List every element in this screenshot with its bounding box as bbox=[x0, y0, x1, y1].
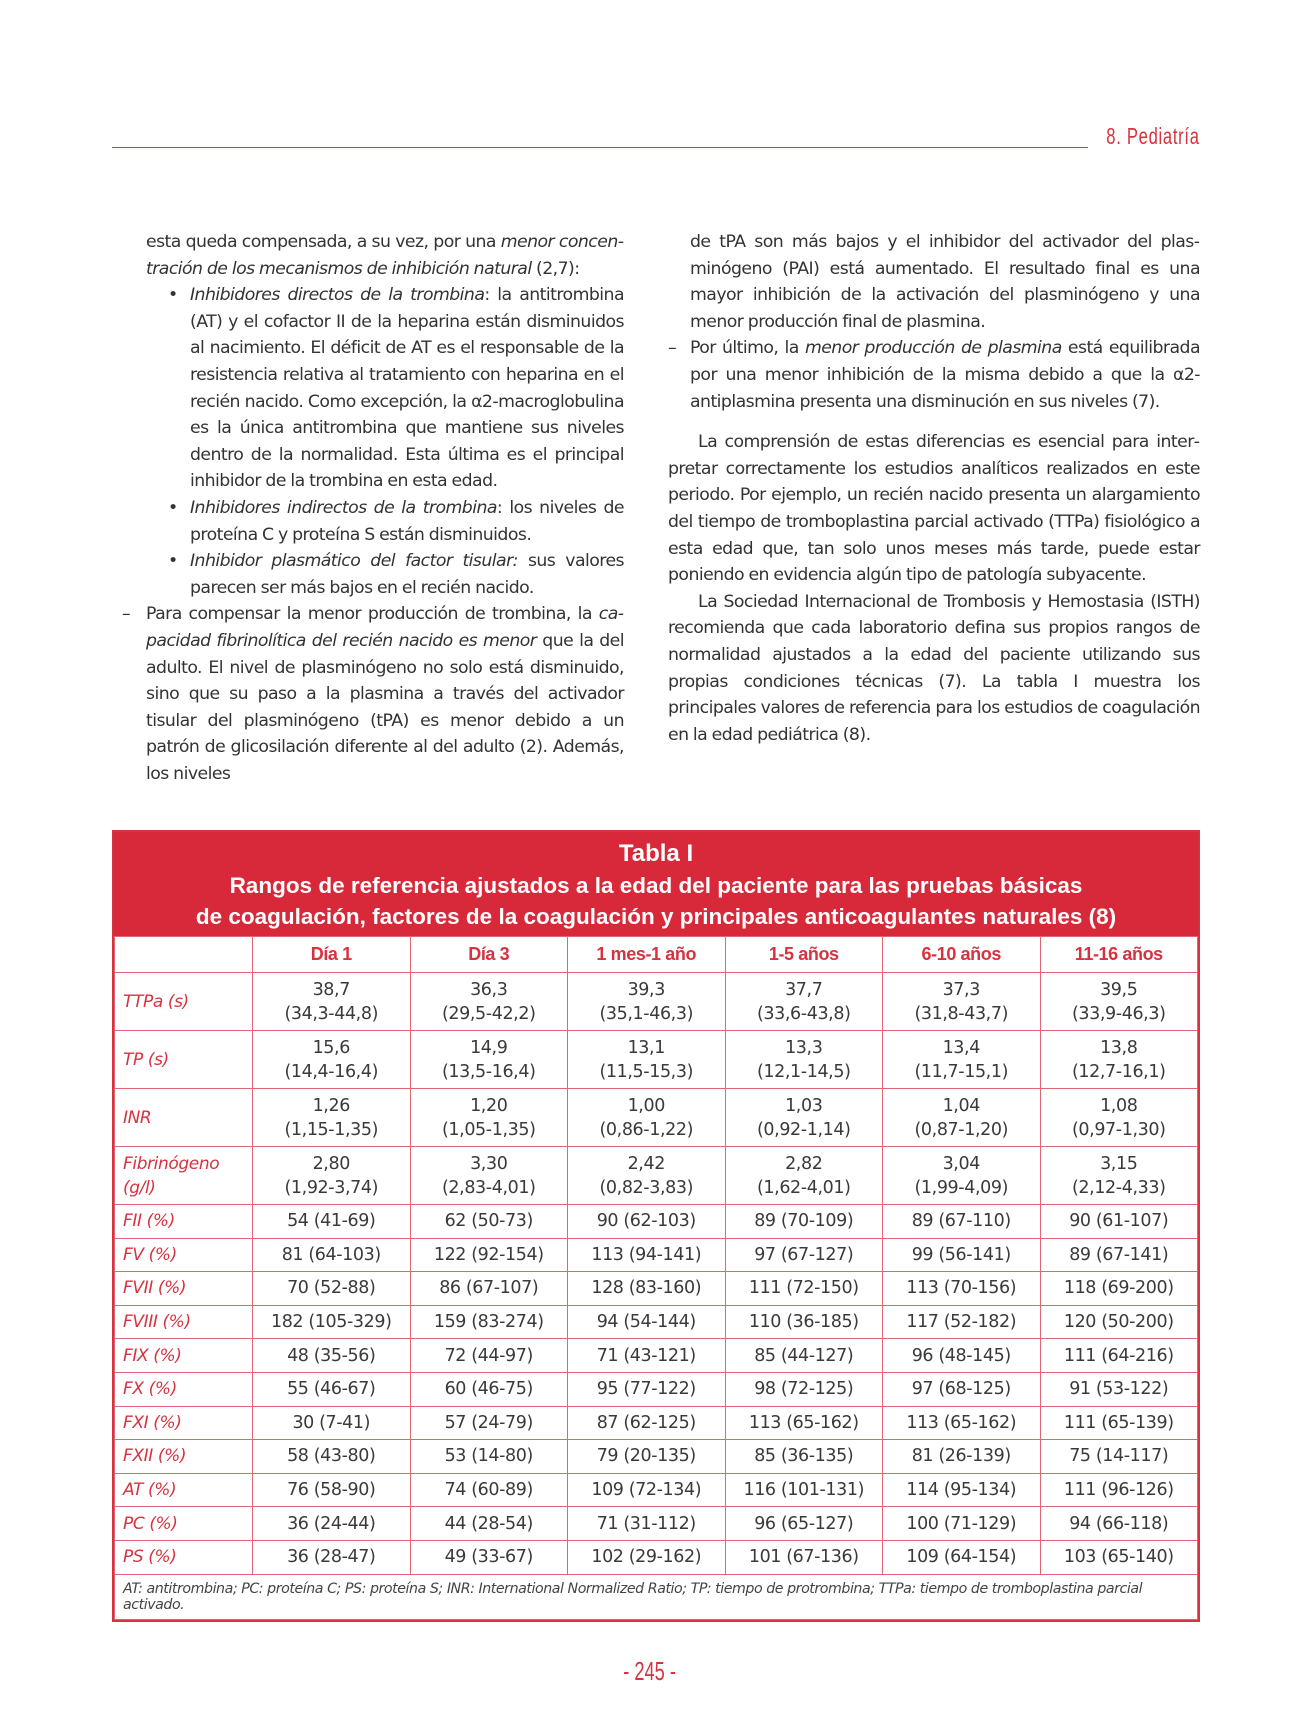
table-cell: 96 (65-127) bbox=[725, 1507, 883, 1541]
row-label: INR bbox=[115, 1089, 253, 1147]
table-cell bbox=[883, 1031, 1041, 1089]
table-cell: 30 (7-41) bbox=[253, 1406, 411, 1440]
table-header-row bbox=[115, 937, 1198, 973]
text: esta queda compensada, a su vez, por una bbox=[146, 232, 501, 252]
range-value: (1,05-1,35) bbox=[442, 1119, 536, 1140]
table-cell: 49 (33-67) bbox=[410, 1540, 568, 1574]
header-rule bbox=[112, 147, 1088, 148]
table-row bbox=[115, 973, 1198, 1031]
range-value: (2,83-4,01) bbox=[442, 1177, 536, 1198]
table-cell: 120 (50-200) bbox=[1040, 1305, 1198, 1339]
table-cell: 36 (24-44) bbox=[253, 1507, 411, 1541]
mean-value: 1,03 bbox=[785, 1095, 823, 1116]
table-cell: 76 (58-90) bbox=[253, 1473, 411, 1507]
range-value: (35,1-46,3) bbox=[599, 1003, 693, 1024]
row-label: FV (%) bbox=[115, 1238, 253, 1272]
text: sus valores parecen ser más bajos en el recién nacido. bbox=[190, 551, 624, 598]
mean-value: 2,42 bbox=[627, 1153, 665, 1174]
table-cell: 100 (71-129) bbox=[883, 1507, 1041, 1541]
range-value: (0,82-3,83) bbox=[599, 1177, 693, 1198]
page-number-text: - 245 - bbox=[623, 1656, 677, 1686]
body-paragraph: La comprensión de estas diferencias es esencial para interpretar correctamente los estudios analíticos realizados en este periodo. Por ejemplo, un recién nacido presenta un alargamiento del tiempo de tromboplastina parcial activado (TTPa) fisiológico a esta edad que, tan solo unos meses más tarde, puede estar poniendo en evidencia algún tipo de patología subyacente. bbox=[668, 432, 1200, 586]
dash-icon: – bbox=[668, 338, 677, 359]
text: está equilibrada por una menor inhibición de la misma debido a que la α2-antiplasmina presenta una disminución en sus niveles (7). bbox=[690, 338, 1200, 412]
table-cell: 97 (67-127) bbox=[725, 1238, 883, 1272]
range-value: (0,87-1,20) bbox=[914, 1119, 1008, 1140]
table-cell bbox=[725, 1147, 883, 1205]
table-cell bbox=[253, 1089, 411, 1147]
bullet-item bbox=[146, 548, 624, 601]
table-cell: 74 (60-89) bbox=[410, 1473, 568, 1507]
table-cell: 111 (96-126) bbox=[1040, 1473, 1198, 1507]
mean-value: 3,30 bbox=[470, 1153, 508, 1174]
table-cell: 55 (46-67) bbox=[253, 1372, 411, 1406]
table-row bbox=[115, 1272, 1198, 1306]
table-cell: 110 (36-185) bbox=[725, 1305, 883, 1339]
range-value: (34,3-44,8) bbox=[284, 1003, 378, 1024]
column-header: 6-10 años bbox=[883, 937, 1041, 973]
table-cell: 72 (44-97) bbox=[410, 1339, 568, 1373]
mean-value: 36,3 bbox=[470, 979, 508, 1000]
table-row bbox=[115, 1372, 1198, 1406]
range-value: (12,7-16,1) bbox=[1072, 1061, 1166, 1082]
table-cell: 60 (46-75) bbox=[410, 1372, 568, 1406]
mean-value: 1,26 bbox=[312, 1095, 350, 1116]
table-cell: 54 (41-69) bbox=[253, 1205, 411, 1239]
table-footnote: AT: antitrombina; PC: proteína C; PS: proteína S; INR: International Normalized Ratio; TP: tiempo de protrombina; TTPa: tiempo de tromboplastina parcial activado. bbox=[115, 1574, 1198, 1619]
footnote-row bbox=[115, 1574, 1198, 1619]
table-cell: 71 (31-112) bbox=[568, 1507, 726, 1541]
range-value: (2,12-4,33) bbox=[1072, 1177, 1166, 1198]
table-cell: 79 (20-135) bbox=[568, 1440, 726, 1474]
range-value: (11,7-15,1) bbox=[914, 1061, 1008, 1082]
mean-value: 1,04 bbox=[942, 1095, 980, 1116]
table-cell bbox=[568, 973, 726, 1031]
chapter-title: 8. Pediatría bbox=[1106, 123, 1200, 149]
row-label: FVII (%) bbox=[115, 1272, 253, 1306]
reference-table bbox=[112, 830, 1200, 1622]
range-value: (1,99-4,09) bbox=[914, 1177, 1008, 1198]
emphasis: capacidad fibrinolítica del recién nacido es menor bbox=[146, 604, 624, 651]
mean-value: 13,4 bbox=[942, 1037, 980, 1058]
table-row bbox=[115, 1339, 1198, 1373]
table-cell: 122 (92-154) bbox=[410, 1238, 568, 1272]
table-cell: 116 (101-131) bbox=[725, 1473, 883, 1507]
row-label: FIX (%) bbox=[115, 1339, 253, 1373]
mean-value: 13,1 bbox=[627, 1037, 665, 1058]
table-cell bbox=[725, 973, 883, 1031]
table-cell: 113 (65-162) bbox=[883, 1406, 1041, 1440]
table-cell: 113 (65-162) bbox=[725, 1406, 883, 1440]
text: que la del adulto. El nivel de plasminógeno no solo está disminuido, sino que su paso a la plasmina a través del activador tisular del plasminógeno (tPA) es menor debido a un patrón de glicosilación diferente al del adulto (2). Además, los niveles bbox=[146, 630, 625, 784]
table-row bbox=[115, 1147, 1198, 1205]
range-value: (1,15-1,35) bbox=[284, 1119, 378, 1140]
table-cell: 103 (65-140) bbox=[1040, 1540, 1198, 1574]
table-cell: 109 (72-134) bbox=[568, 1473, 726, 1507]
table-cell bbox=[253, 1031, 411, 1089]
emphasis: Inhibidor plasmático del factor tisular: bbox=[190, 551, 518, 572]
mean-value: 1,20 bbox=[470, 1095, 508, 1116]
table-cell: 182 (105-329) bbox=[253, 1305, 411, 1339]
table-row bbox=[115, 1205, 1198, 1239]
table-cell: 111 (65-139) bbox=[1040, 1406, 1198, 1440]
dash-item bbox=[668, 335, 1200, 415]
mean-value: 1,00 bbox=[627, 1095, 665, 1116]
table-cell: 96 (48-145) bbox=[883, 1339, 1041, 1373]
table-cell: 71 (43-121) bbox=[568, 1339, 726, 1373]
table-cell: 44 (28-54) bbox=[410, 1507, 568, 1541]
table-cell bbox=[883, 973, 1041, 1031]
mean-value: 14,9 bbox=[470, 1037, 508, 1058]
running-header bbox=[112, 120, 1200, 150]
range-value: (1,92-3,74) bbox=[284, 1177, 378, 1198]
table-row bbox=[115, 1540, 1198, 1574]
mean-value: 15,6 bbox=[312, 1037, 350, 1058]
table-cell: 95 (77-122) bbox=[568, 1372, 726, 1406]
dash-item bbox=[122, 601, 625, 787]
mean-value: 39,3 bbox=[627, 979, 665, 1000]
table-cell bbox=[725, 1031, 883, 1089]
table-row bbox=[115, 1305, 1198, 1339]
range-value: (33,9-46,3) bbox=[1072, 1003, 1166, 1024]
mean-value: 2,82 bbox=[785, 1153, 823, 1174]
table-cell: 90 (62-103) bbox=[568, 1205, 726, 1239]
table-cell bbox=[253, 1147, 411, 1205]
mean-value: 39,5 bbox=[1100, 979, 1138, 1000]
range-value: (11,5-15,3) bbox=[599, 1061, 693, 1082]
row-label: FXII (%) bbox=[115, 1440, 253, 1474]
table-cell: 87 (62-125) bbox=[568, 1406, 726, 1440]
table-number: Tabla I bbox=[618, 840, 694, 867]
dash-icon: – bbox=[122, 604, 131, 625]
table-cell: 118 (69-200) bbox=[1040, 1272, 1198, 1306]
table-cell bbox=[1040, 1147, 1198, 1205]
mean-value: 13,3 bbox=[785, 1037, 823, 1058]
range-value: (29,5-42,2) bbox=[442, 1003, 536, 1024]
emphasis: Inhibidores directos de la trombina bbox=[190, 285, 485, 306]
table-cell bbox=[1040, 1031, 1198, 1089]
row-label: FII (%) bbox=[115, 1205, 253, 1239]
table-row bbox=[115, 1440, 1198, 1474]
range-value: (1,62-4,01) bbox=[757, 1177, 851, 1198]
table-title-line: de coagulación, factores de la coagulación y principales anticoagulantes naturales (8) bbox=[195, 904, 1117, 929]
bullet-icon: • bbox=[168, 551, 178, 572]
table-cell: 91 (53-122) bbox=[1040, 1372, 1198, 1406]
table-cell: 89 (67-110) bbox=[883, 1205, 1041, 1239]
right-column bbox=[668, 229, 1200, 748]
range-value: (0,97-1,30) bbox=[1072, 1119, 1166, 1140]
text: Para compensar la menor producción de trombina, la bbox=[146, 604, 599, 625]
corner-header bbox=[115, 937, 253, 973]
row-label: FXI (%) bbox=[115, 1406, 253, 1440]
row-label: Fibrinógeno (g/l) bbox=[115, 1147, 253, 1205]
table-cell: 94 (54-144) bbox=[568, 1305, 726, 1339]
table-row bbox=[115, 1507, 1198, 1541]
row-label: PS (%) bbox=[115, 1540, 253, 1574]
table-cell: 86 (67-107) bbox=[410, 1272, 568, 1306]
mean-value: 3,15 bbox=[1100, 1153, 1138, 1174]
range-value: (33,6-43,8) bbox=[757, 1003, 851, 1024]
table-row bbox=[115, 1473, 1198, 1507]
column-header: 1-5 años bbox=[725, 937, 883, 973]
table-cell bbox=[568, 1031, 726, 1089]
table-cell bbox=[568, 1147, 726, 1205]
column-header: Día 1 bbox=[253, 937, 411, 973]
table-cell: 99 (56-141) bbox=[883, 1238, 1041, 1272]
table-cell: 57 (24-79) bbox=[410, 1406, 568, 1440]
table-cell: 94 (66-118) bbox=[1040, 1507, 1198, 1541]
table-cell bbox=[725, 1089, 883, 1147]
mean-value: 13,8 bbox=[1100, 1037, 1138, 1058]
continuation-paragraph: de tPA son más bajos y el inhibidor del activador del plasminógeno (PAI) está aumentado. El resultado final es una mayor inhibición de la activación del plasminógeno y una menor producción final de plasmina. bbox=[690, 232, 1200, 332]
mean-value: 1,08 bbox=[1100, 1095, 1138, 1116]
table-cell: 36 (28-47) bbox=[253, 1540, 411, 1574]
mean-value: 37,3 bbox=[942, 979, 980, 1000]
table-cell bbox=[883, 1089, 1041, 1147]
table-cell: 113 (94-141) bbox=[568, 1238, 726, 1272]
mean-value: 38,7 bbox=[312, 979, 350, 1000]
emphasis: menor concentración de los mecanismos de inhibición natural bbox=[146, 232, 624, 279]
column-header: 11-16 años bbox=[1040, 937, 1198, 973]
row-label: FX (%) bbox=[115, 1372, 253, 1406]
table-cell: 89 (67-141) bbox=[1040, 1238, 1198, 1272]
column-header: 1 mes-1 año bbox=[568, 937, 726, 973]
table-cell: 53 (14-80) bbox=[410, 1440, 568, 1474]
table-row bbox=[115, 1406, 1198, 1440]
table-cell bbox=[410, 1031, 568, 1089]
table-cell bbox=[410, 1147, 568, 1205]
table-cell: 75 (14-117) bbox=[1040, 1440, 1198, 1474]
emphasis: menor producción de plasmina bbox=[804, 338, 1062, 359]
bullet-item bbox=[146, 282, 624, 495]
table-row bbox=[115, 1089, 1198, 1147]
bullet-item bbox=[146, 495, 624, 548]
text: : la antitrombina (AT) y el cofactor II de la heparina están disminuidos al nacimiento. El déficit de AT es el responsable de la resistencia relativa al tratamiento con heparina en el recién nacido. Como excepción, la α2-macroglobulina es la única antitrombina que mantiene sus niveles dentro de la normalidad. Esta última es el principal inhibidor de la trombina en esta edad. bbox=[190, 285, 624, 492]
table-cell: 85 (44-127) bbox=[725, 1339, 883, 1373]
table-row bbox=[115, 1031, 1198, 1089]
table-cell bbox=[1040, 1089, 1198, 1147]
left-column bbox=[122, 229, 625, 787]
table-cell: 128 (83-160) bbox=[568, 1272, 726, 1306]
table-caption bbox=[114, 832, 1198, 936]
table-cell: 81 (64-103) bbox=[253, 1238, 411, 1272]
table-cell bbox=[1040, 973, 1198, 1031]
table-cell: 117 (52-182) bbox=[883, 1305, 1041, 1339]
text: Por último, la bbox=[690, 338, 805, 359]
range-value: (13,5-16,4) bbox=[442, 1061, 536, 1082]
table-row bbox=[115, 1238, 1198, 1272]
table-cell: 81 (26-139) bbox=[883, 1440, 1041, 1474]
range-value: (12,1-14,5) bbox=[757, 1061, 851, 1082]
intro-paragraph bbox=[146, 229, 624, 282]
table-cell: 159 (83-274) bbox=[410, 1305, 568, 1339]
data-table bbox=[114, 936, 1198, 1620]
text: : los niveles de proteína C y proteína S están disminuidos. bbox=[190, 497, 624, 545]
table-cell: 111 (64-216) bbox=[1040, 1339, 1198, 1373]
page-number bbox=[0, 1656, 1300, 1687]
table-cell: 70 (52-88) bbox=[253, 1272, 411, 1306]
row-label: AT (%) bbox=[115, 1473, 253, 1507]
emphasis: Inhibidores indirectos de la trombina bbox=[190, 497, 497, 518]
table-cell bbox=[410, 1089, 568, 1147]
table-cell: 98 (72-125) bbox=[725, 1372, 883, 1406]
table-cell: 113 (70-156) bbox=[883, 1272, 1041, 1306]
table-cell: 102 (29-162) bbox=[568, 1540, 726, 1574]
row-label: FVIII (%) bbox=[115, 1305, 253, 1339]
range-value: (31,8-43,7) bbox=[914, 1003, 1008, 1024]
mean-value: 3,04 bbox=[942, 1153, 980, 1174]
bullet-icon: • bbox=[168, 497, 178, 518]
body-paragraph: La Sociedad Internacional de Trombosis y Hemostasia (ISTH) recomienda que cada laboratorio defina sus propios rangos de normalidad ajustados a la edad del paciente utilizando sus propias condiciones técnicas (7). La tabla I muestra los principales valores de referencia para los estudios de coagulación en la edad pediátrica (8). bbox=[668, 591, 1200, 745]
table-cell: 90 (61-107) bbox=[1040, 1205, 1198, 1239]
table-cell bbox=[568, 1089, 726, 1147]
table-cell bbox=[883, 1147, 1041, 1205]
table-cell: 62 (50-73) bbox=[410, 1205, 568, 1239]
table-cell: 114 (95-134) bbox=[883, 1473, 1041, 1507]
table-cell bbox=[410, 973, 568, 1031]
table-title-line: Rangos de referencia ajustados a la edad del paciente para las pruebas básicas bbox=[229, 873, 1083, 898]
bullet-icon: • bbox=[168, 285, 178, 306]
range-value: (0,86-1,22) bbox=[599, 1119, 693, 1140]
table-cell: 97 (68-125) bbox=[883, 1372, 1041, 1406]
row-label: TP (s) bbox=[115, 1031, 253, 1089]
row-label: TTPa (s) bbox=[115, 973, 253, 1031]
table-cell: 89 (70-109) bbox=[725, 1205, 883, 1239]
column-header: Día 3 bbox=[410, 937, 568, 973]
table-cell: 101 (67-136) bbox=[725, 1540, 883, 1574]
mean-value: 37,7 bbox=[785, 979, 823, 1000]
table-cell: 109 (64-154) bbox=[883, 1540, 1041, 1574]
range-value: (0,92-1,14) bbox=[757, 1119, 851, 1140]
table-cell: 111 (72-150) bbox=[725, 1272, 883, 1306]
table-cell: 48 (35-56) bbox=[253, 1339, 411, 1373]
table-cell: 85 (36-135) bbox=[725, 1440, 883, 1474]
mean-value: 2,80 bbox=[312, 1153, 350, 1174]
row-label: PC (%) bbox=[115, 1507, 253, 1541]
text: (2,7): bbox=[531, 258, 580, 279]
range-value: (14,4-16,4) bbox=[284, 1061, 378, 1082]
table-cell: 58 (43-80) bbox=[253, 1440, 411, 1474]
table-cell bbox=[253, 973, 411, 1031]
